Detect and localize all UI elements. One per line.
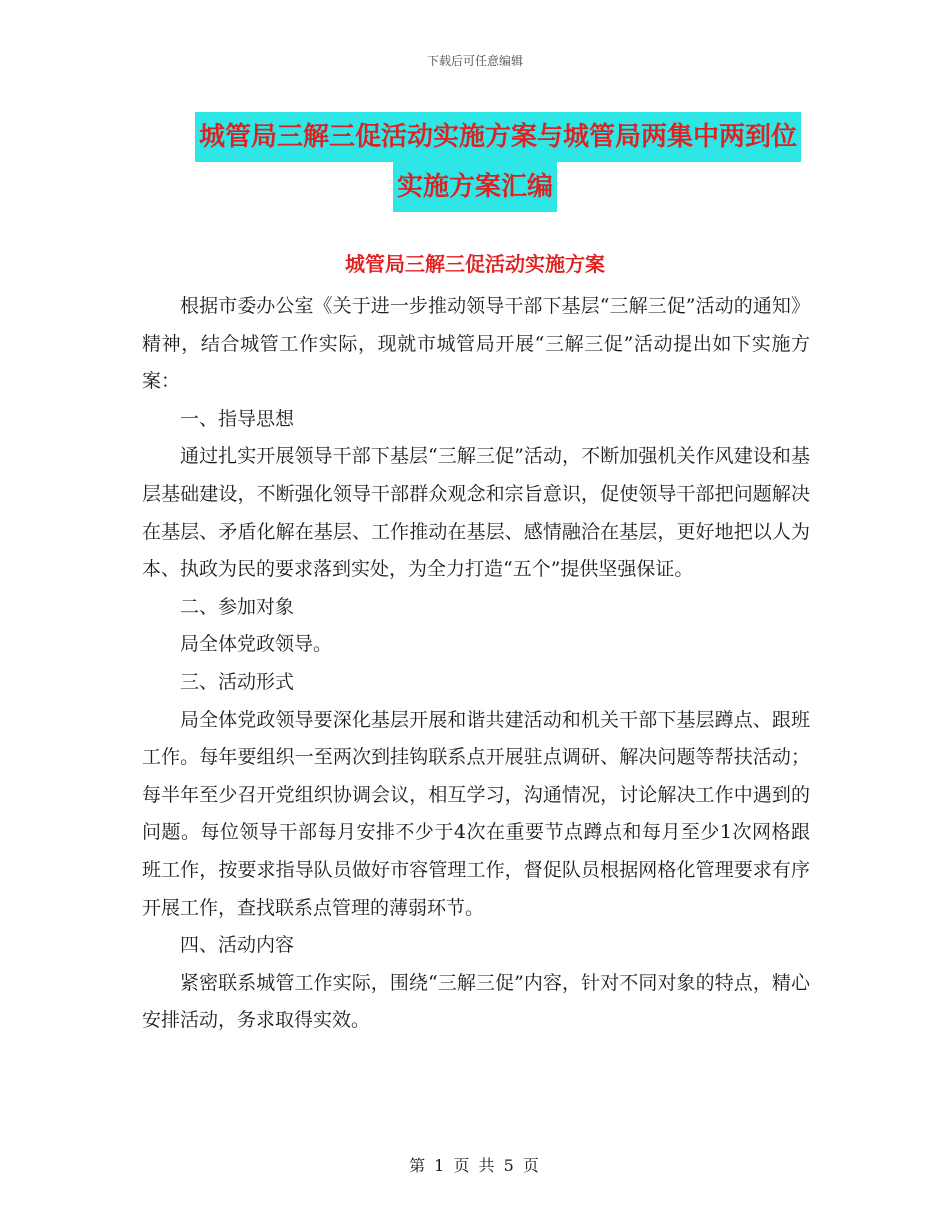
document-body — [142, 288, 810, 1040]
section-title: 城管局三解三促活动实施方案 — [345, 252, 605, 276]
header-note: 下载后可任意编辑 — [426, 54, 523, 68]
heading-activity-form: 三、活动形式 — [180, 670, 295, 693]
page-number: 第 1 页 共 5 页 — [409, 1156, 541, 1175]
paragraph-activity-form: 局全体党政领导要深化基层开展和谐共建活动和机关干部下基层蹲点、跟班工作。每年要组织一至两次到挂钩联系点开展驻点调研、解决问题等帮扶活动；每半年至少召开党组织协调会议，相互学习，沟通情况，讨论解决工作中遇到的问题。每位领导干部每月安排不少于4次在重要节点蹲点和每月至少1次网格跟班工作，按要求指导队员做好市容管理工作，督促队员根据网格化管理要求有序开展工作，查找联系点管理的薄弱环节。 — [142, 708, 810, 919]
document-title — [0, 112, 950, 212]
document-title-line-2: 实施方案汇编 — [393, 162, 557, 212]
paragraph-participants: 局全体党政领导。 — [180, 633, 333, 656]
heading-participants: 二、参加对象 — [180, 595, 295, 618]
paragraph-activity-content: 紧密联系城管工作实际，围绕“三解三促”内容，针对不同对象的特点，精心安排活动，务求取得实效。 — [142, 971, 810, 1032]
document-title-line-1: 城管局三解三促活动实施方案与城管局两集中两到位 — [195, 112, 801, 162]
paragraph-guiding-ideology: 通过扎实开展领导干部下基层“三解三促”活动，不断加强机关作风建设和基层基础建设，不断强化领导干部群众观念和宗旨意识，促使领导干部把问题解决在基层、矛盾化解在基层、工作推动在基层、感情融洽在基层，更好地把以人为本、执政为民的要求落到实处，为全力打造“五个”提供坚强保证。 — [142, 445, 810, 581]
heading-activity-content: 四、活动内容 — [180, 934, 295, 957]
paragraph-intro: 根据市委办公室《关于进一步推动领导干部下基层“三解三促”活动的通知》精神，结合城管工作实际，现就市城管局开展“三解三促”活动提出如下实施方案： — [142, 295, 810, 393]
heading-guiding-ideology: 一、指导思想 — [180, 407, 295, 430]
